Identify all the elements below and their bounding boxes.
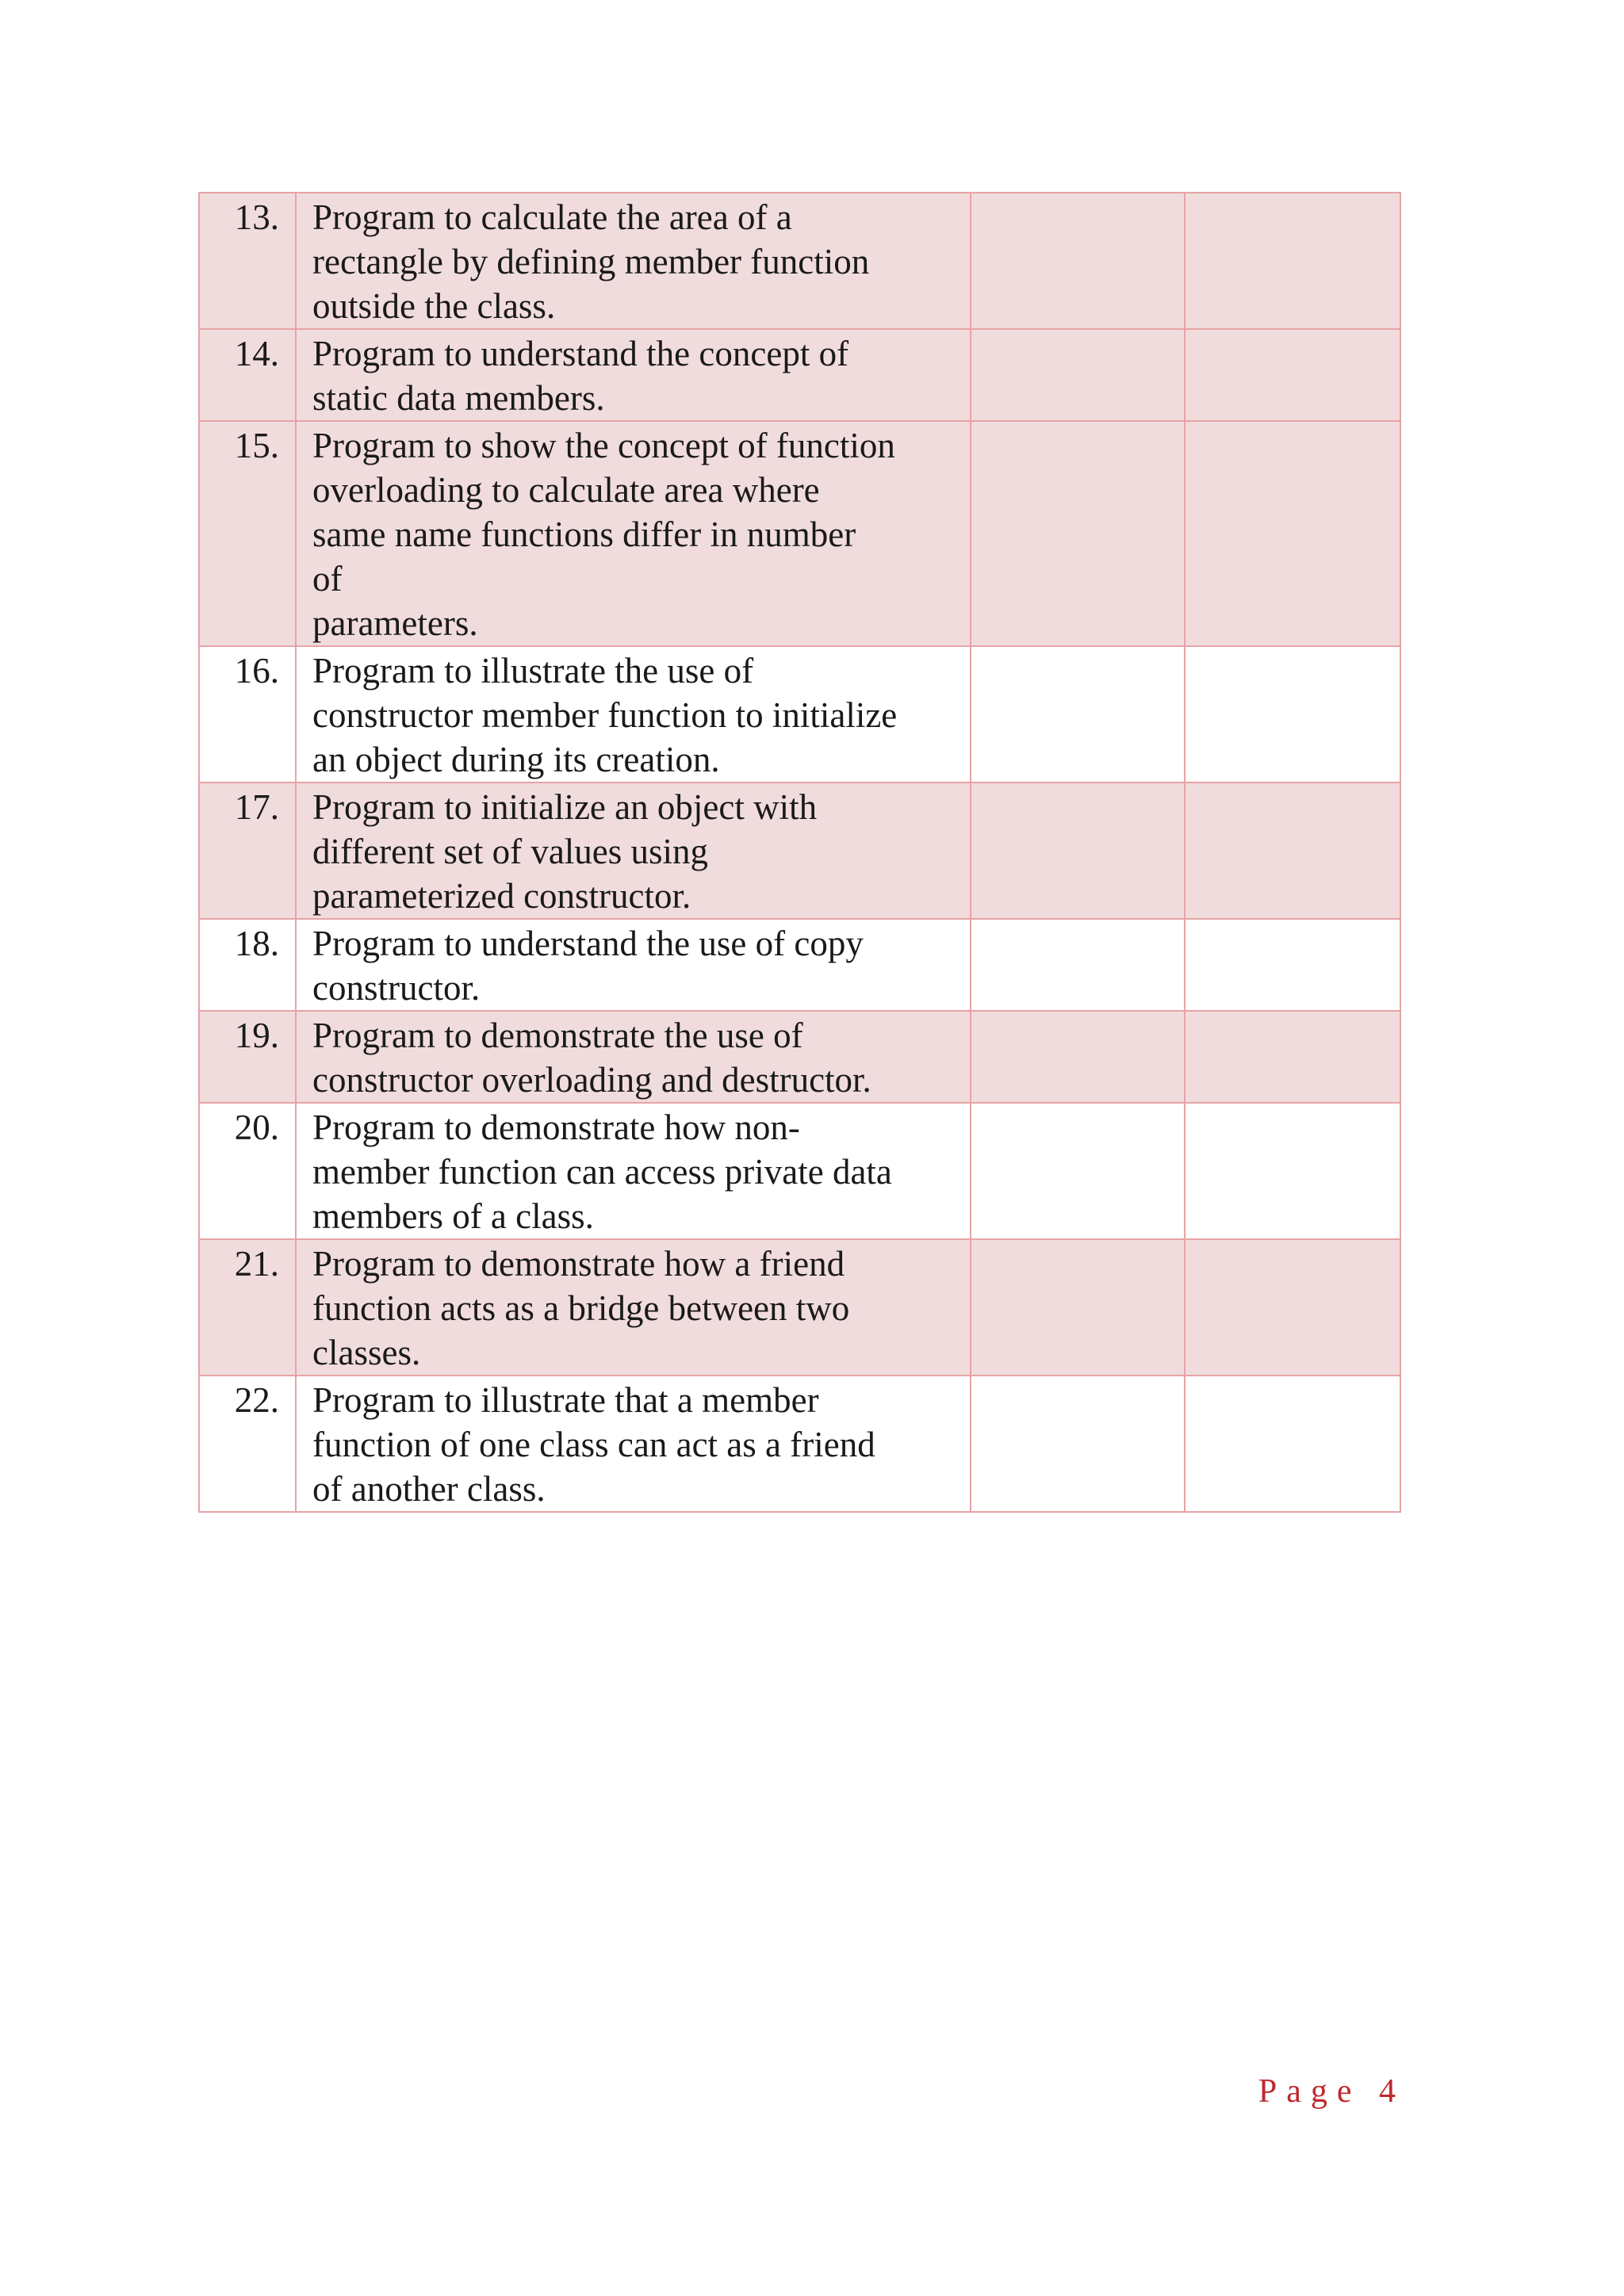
- row-date-cell: [971, 646, 1185, 783]
- row-description-text: Program to demonstrate how a friend function acts as a bridge between two classes.: [312, 1244, 850, 1372]
- row-sign-cell: [1185, 1376, 1400, 1512]
- row-sign-cell: [1185, 1011, 1400, 1103]
- table-row: [199, 1239, 1400, 1376]
- row-date-cell: [971, 1103, 1185, 1239]
- row-description: [296, 919, 971, 1011]
- row-description-text: Program to illustrate the use of constructor member function to initialize an object during its creation.: [312, 651, 898, 779]
- row-date-cell: [971, 1239, 1185, 1376]
- row-description: [296, 783, 971, 919]
- row-number: 21.: [199, 1239, 296, 1376]
- row-date-cell: [971, 193, 1185, 329]
- program-list-table: [198, 192, 1401, 1513]
- row-description-text: Program to calculate the area of a rectangle by defining member function outside the class.: [312, 197, 870, 326]
- row-number: 13.: [199, 193, 296, 329]
- row-description-text: Program to illustrate that a member function of one class can act as a friend of another class.: [312, 1380, 875, 1509]
- row-sign-cell: [1185, 329, 1400, 421]
- row-date-cell: [971, 421, 1185, 646]
- row-number: 19.: [199, 1011, 296, 1103]
- row-number: 16.: [199, 646, 296, 783]
- row-description: [296, 1011, 971, 1103]
- table-row: [199, 421, 1400, 646]
- row-sign-cell: [1185, 783, 1400, 919]
- row-description: [296, 421, 971, 646]
- row-description-text: Program to understand the use of copy constructor.: [312, 924, 864, 1008]
- row-sign-cell: [1185, 919, 1400, 1011]
- row-description-text: Program to demonstrate the use of constructor overloading and destructor.: [312, 1016, 871, 1100]
- table-row: [199, 1011, 1400, 1103]
- program-list-body: [199, 193, 1400, 1512]
- row-sign-cell: [1185, 646, 1400, 783]
- row-date-cell: [971, 919, 1185, 1011]
- row-sign-cell: [1185, 1103, 1400, 1239]
- row-description-text: Program to initialize an object with different set of values using parameterized constructor.: [312, 787, 818, 916]
- row-description-text: Program to demonstrate how non- member function can access private data members of a class.: [312, 1108, 892, 1236]
- row-description-text: Program to show the concept of function overloading to calculate area where same name functions differ in number of parameters.: [312, 426, 895, 643]
- row-description: [296, 1239, 971, 1376]
- table-row: [199, 783, 1400, 919]
- row-number: 15.: [199, 421, 296, 646]
- table-row: [199, 329, 1400, 421]
- row-description: [296, 1103, 971, 1239]
- row-description: [296, 329, 971, 421]
- row-number: 20.: [199, 1103, 296, 1239]
- row-number: 18.: [199, 919, 296, 1011]
- table-row: [199, 1376, 1400, 1512]
- row-date-cell: [971, 1376, 1185, 1512]
- page-number: Page 4: [1258, 2073, 1405, 2110]
- row-date-cell: [971, 329, 1185, 421]
- table-row: [199, 919, 1400, 1011]
- row-number: 22.: [199, 1376, 296, 1512]
- table-row: [199, 646, 1400, 783]
- row-date-cell: [971, 1011, 1185, 1103]
- row-description: [296, 1376, 971, 1512]
- table-row: [199, 1103, 1400, 1239]
- row-description-text: Program to understand the concept of static data members.: [312, 334, 849, 418]
- row-description: [296, 193, 971, 329]
- row-description: [296, 646, 971, 783]
- row-date-cell: [971, 783, 1185, 919]
- table-row: [199, 193, 1400, 329]
- row-sign-cell: [1185, 193, 1400, 329]
- row-sign-cell: [1185, 421, 1400, 646]
- row-number: 14.: [199, 329, 296, 421]
- row-sign-cell: [1185, 1239, 1400, 1376]
- row-number: 17.: [199, 783, 296, 919]
